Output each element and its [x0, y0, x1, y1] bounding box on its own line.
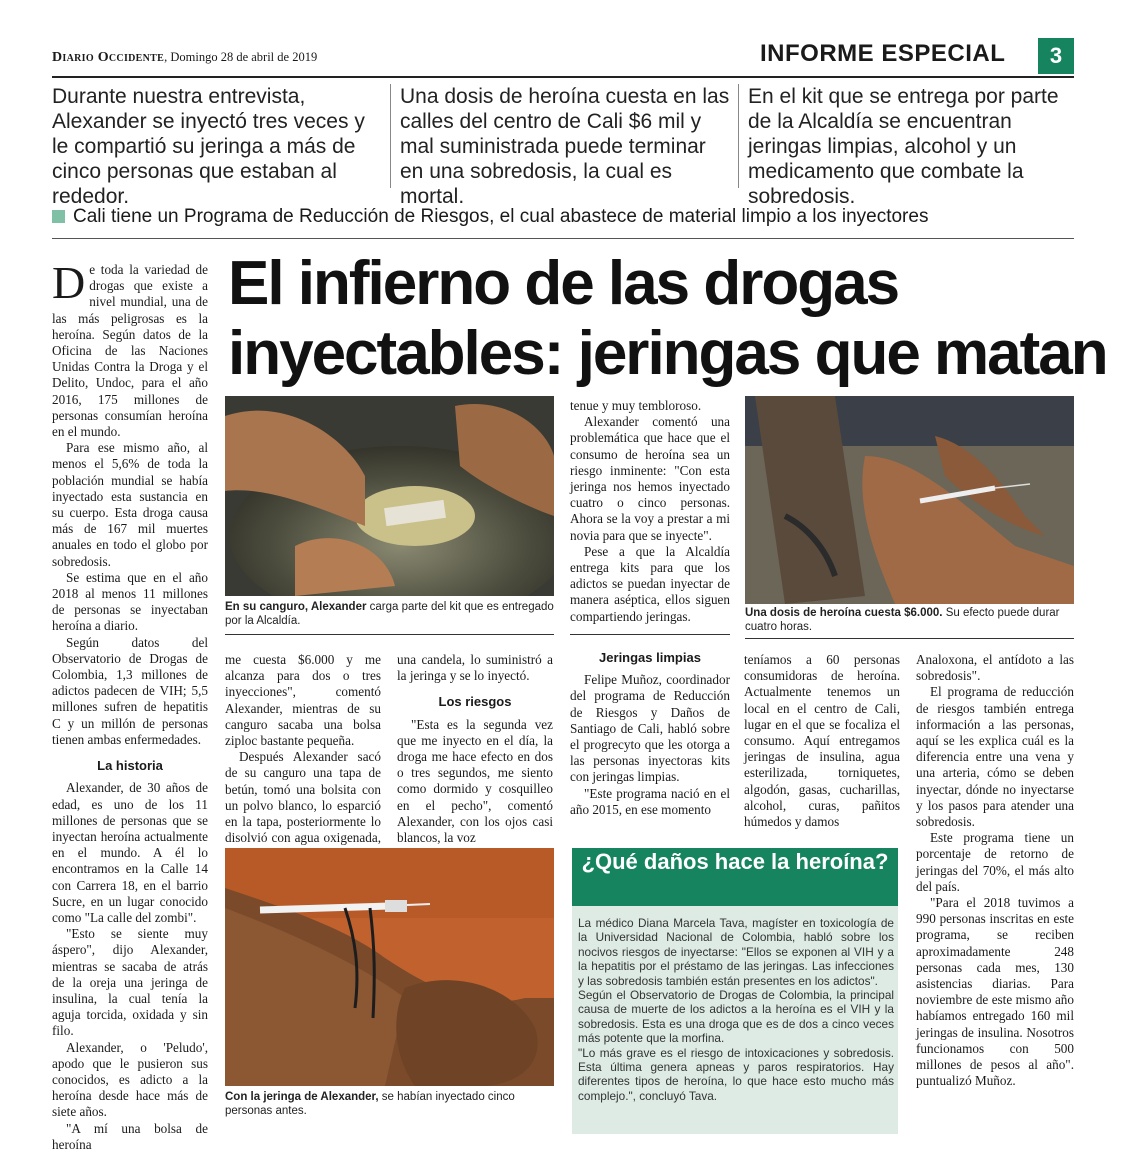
paragraph: teníamos a 60 personas consumidoras de heroína. Actualmente tenemos un local en el centro de Cali, lugar en el que se focaliza el consumo. Aquí entregamos jeringas de insulina, agua esterilizada, torniquetes, algodón, gasas, cucharillas, alcohol, curas, pañitos húmedos y damos [744, 652, 900, 830]
newspaper-brand: Diario Occidente [52, 50, 165, 65]
article-column-2 [225, 652, 381, 863]
caption-photo-2: Una dosis de heroína cuesta $6.000. Su efecto puede durar cuatro horas. [745, 607, 1060, 633]
pull-quote-2: Una dosis de heroína cuesta en las calles del centro de Cali $6 mil y mal suministrada puede terminar en una sobredosis, la cual es mortal. [400, 85, 730, 208]
paragraph: Este programa tiene un porcentaje de retorno de jeringas del 70%, el más alto del país. [916, 830, 1074, 894]
photo-jeringa [225, 848, 554, 1086]
bag-photo-illustration [225, 396, 554, 596]
article-column-3-top [570, 398, 730, 625]
section-title: INFORME ESPECIAL [760, 40, 1006, 67]
injection-photo-illustration [745, 396, 1074, 604]
sidebar-title: ¿Qué daños hace la heroína? [572, 848, 898, 906]
paragraph: me cuesta $6.000 y me alcanza para dos o tres inyecciones", comentó Alexander, mientras de su canguro sacaba una bolsa ziploc bastante pequeña. [225, 652, 381, 749]
paragraph: Se estima que en el año 2018 al menos 11 millones de personas se inyectaban heroína a diario. [52, 569, 208, 634]
quote-divider [738, 84, 739, 188]
page-number: 3 [1038, 38, 1074, 74]
square-bullet-icon [52, 210, 65, 223]
drop-cap: D [52, 257, 86, 308]
paragraph: Analoxona, el antídoto a las sobredosis". [916, 652, 1074, 684]
paragraph: Después Alexander sacó de su canguro una tapa de betún, tomó una bolsita con un polvo blanco, lo esparció en la tapa, posteriormente lo disolvió con agua oxigenada, [225, 749, 381, 846]
syringe-photo-illustration [225, 848, 554, 1086]
top-rule [52, 76, 1074, 78]
pull-quote-3: En el kit que se entrega por parte de la Alcaldía se encuentran jeringas limpias, alcohol y un medicamento que combate la sobredosis. [748, 85, 1059, 208]
masthead [52, 50, 317, 66]
paragraph: Pese a que la Alcaldía entrega kits para que los adictos se puedan inyectar de manera aséptica, ellos siguen compartiendo jeringas. [570, 543, 730, 624]
header-rule [52, 238, 1074, 239]
caption-photo-3: Con la jeringa de Alexander, se habían inyectado cinco personas antes. [225, 1091, 515, 1117]
subheading-los-riesgos: Los riesgos [438, 694, 512, 710]
paragraph: "Para el 2018 tuvimos a 990 personas inscritas en este programa, se reciben aproximadamente 248 personas cada mes, 130 asistencias diarias. Para noviembre de este mismo año habíamos entregado 160 mil jeringas de insulina. Nosotros funcionamos con 500 millones de pesos al año". puntualizó Muñoz. [916, 895, 1074, 1089]
headline-line-1: El infierno de las drogas [228, 249, 899, 318]
article-column-3 [397, 652, 553, 846]
lead-paragraph: De toda la variedad de drogas que existe a nivel mundial, una de las más peligrosas es la heroína. Según datos de la Oficina de las Naciones Unidas Contra la Droga y el Delito, Undoc, para el año 2016, 175 millones de personas consumían heroína en el mundo. [52, 257, 208, 440]
edition-date: , Domingo 28 de abril de 2019 [164, 50, 318, 64]
caption-photo-1: En su canguro, Alexander carga parte del kit que es entregado por la Alcaldía. [225, 601, 554, 627]
subheading-jeringas-limpias: Jeringas limpias [599, 650, 701, 665]
paragraph: Alexander comentó una problemática que hace que el consumo de heroína sea un riesgo inminente: "Con esta jeringa nos hemos inyectado cuatro o cinco personas. Ahora se la voy a prestar a mi novia para que se inyecte". [570, 414, 730, 543]
headline-line-2: inyectables: jeringas que matan [228, 319, 1107, 388]
paragraph: "A mí una bolsa de heroína [52, 1120, 208, 1152]
paragraph: tenue y muy tembloroso. [570, 398, 702, 413]
subheadline [52, 206, 1074, 228]
paragraph: Alexander, o 'Peludo', apodo que le pusieron sus conocidos, es adicto a la heroína desde hace más de siete años. [52, 1039, 208, 1120]
subheadline-text: Cali tiene un Programa de Reducción de Riesgos, el cual abastece de material limpio a los inyectores [73, 206, 929, 227]
paragraph: Para ese mismo año, al menos el 5,6% de toda la población mundial se había inyectado esta sustancia en su cuerpo. Esta droga causa más de 167 mil muertes anuales en todo el globo por sobredosis. [52, 440, 208, 569]
article-column-6 [916, 652, 1074, 1089]
article-column-1 [52, 257, 208, 1153]
sidebar-paragraph: Según el Observatorio de Drogas de Colombia, la principal causa de muerte de los adictos a la heroína es el VIH y la sobredosis. Esta es una droga que es de dos a cinco veces más potente que la morfina. [578, 988, 894, 1046]
sidebar-paragraph: La médico Diana Marcela Tava, magíster en toxicología de la Universidad Nacional de Colombia, habló sobre los nocivos riesgos de inyectarse: "Ellos se exponen al VIH y a la hepatitis por el préstamo de las jeringas. Las infecciones y las sobredosis también están presentes en los adictos". [578, 916, 894, 988]
paragraph: Felipe Muñoz, coordinador del programa de Reducción de Riesgos y Daños de Santiago de Cali, habló sobre el progrecyto que les otorga a las personas inyectoras kits con jeringas limpias. [570, 672, 730, 785]
paragraph: una candela, lo suministró a la jeringa y se lo inyectó. [397, 652, 553, 684]
column-rule [570, 634, 730, 635]
paragraph: "Esta es la segunda vez que me inyecto en el día, la droga me hace efecto en dos o tres segundos, me siento como dormido y cosquilleo en el pecho", comentó Alexander, con los ojos casi blancos, la voz [397, 716, 553, 846]
quote-divider [390, 84, 391, 188]
caption-rule [225, 634, 554, 635]
sidebar-body [578, 916, 894, 1103]
subheading-la-historia: La historia [97, 758, 163, 774]
article-column-5 [744, 652, 900, 830]
article-column-4 [570, 650, 730, 818]
paragraph: El programa de reducción de riesgos también entrega información a las personas, aquí se les explica cuál es la diferencia entre una vena y una arteria, cómo se deben inyectar, dónde no inyectarse y los pasos para atender una sobredosis. [916, 684, 1074, 830]
caption-rule [745, 638, 1074, 639]
photo-dosis [745, 396, 1074, 604]
paragraph: "Esto se siente muy áspero", dijo Alexander, mientras se sacaba de atrás de la oreja una jeringa de insulina, la cual tenía la aguja torcida, oxidada y sin filo. [52, 926, 208, 1039]
pull-quote-1: Durante nuestra entrevista, Alexander se inyectó tres veces y le compartió su jeringa a más de cinco personas que estaban al rededor. [52, 85, 365, 208]
paragraph: Alexander, de 30 años de edad, es uno de los 11 millones de personas que se inyectan heroína actualmente en el mundo. A él lo encontramos en la Calle 14 con Carrera 18, en el barrio Sucre, en un lugar conocido como "La calle del zombi". [52, 780, 208, 925]
sidebar-paragraph: "Lo más grave es el riesgo de intoxicaciones y sobredosis. Esta última genera apneas y paros respiratorios. Hay diferentes tipos de heroína, lo que hace esto mucho más complejo.", concluyó Tava. [578, 1045, 894, 1103]
photo-canguro [225, 396, 554, 596]
paragraph: "Este programa nació en el año 2015, en ese momento [570, 785, 730, 817]
paragraph: Según datos del Observatorio de Drogas de Colombia, 1,3 millones de adictos padecen de VIH; 5,5 millones sufren de hepatitis C y un millón de personas tienen ambas enfermedades. [52, 634, 208, 747]
